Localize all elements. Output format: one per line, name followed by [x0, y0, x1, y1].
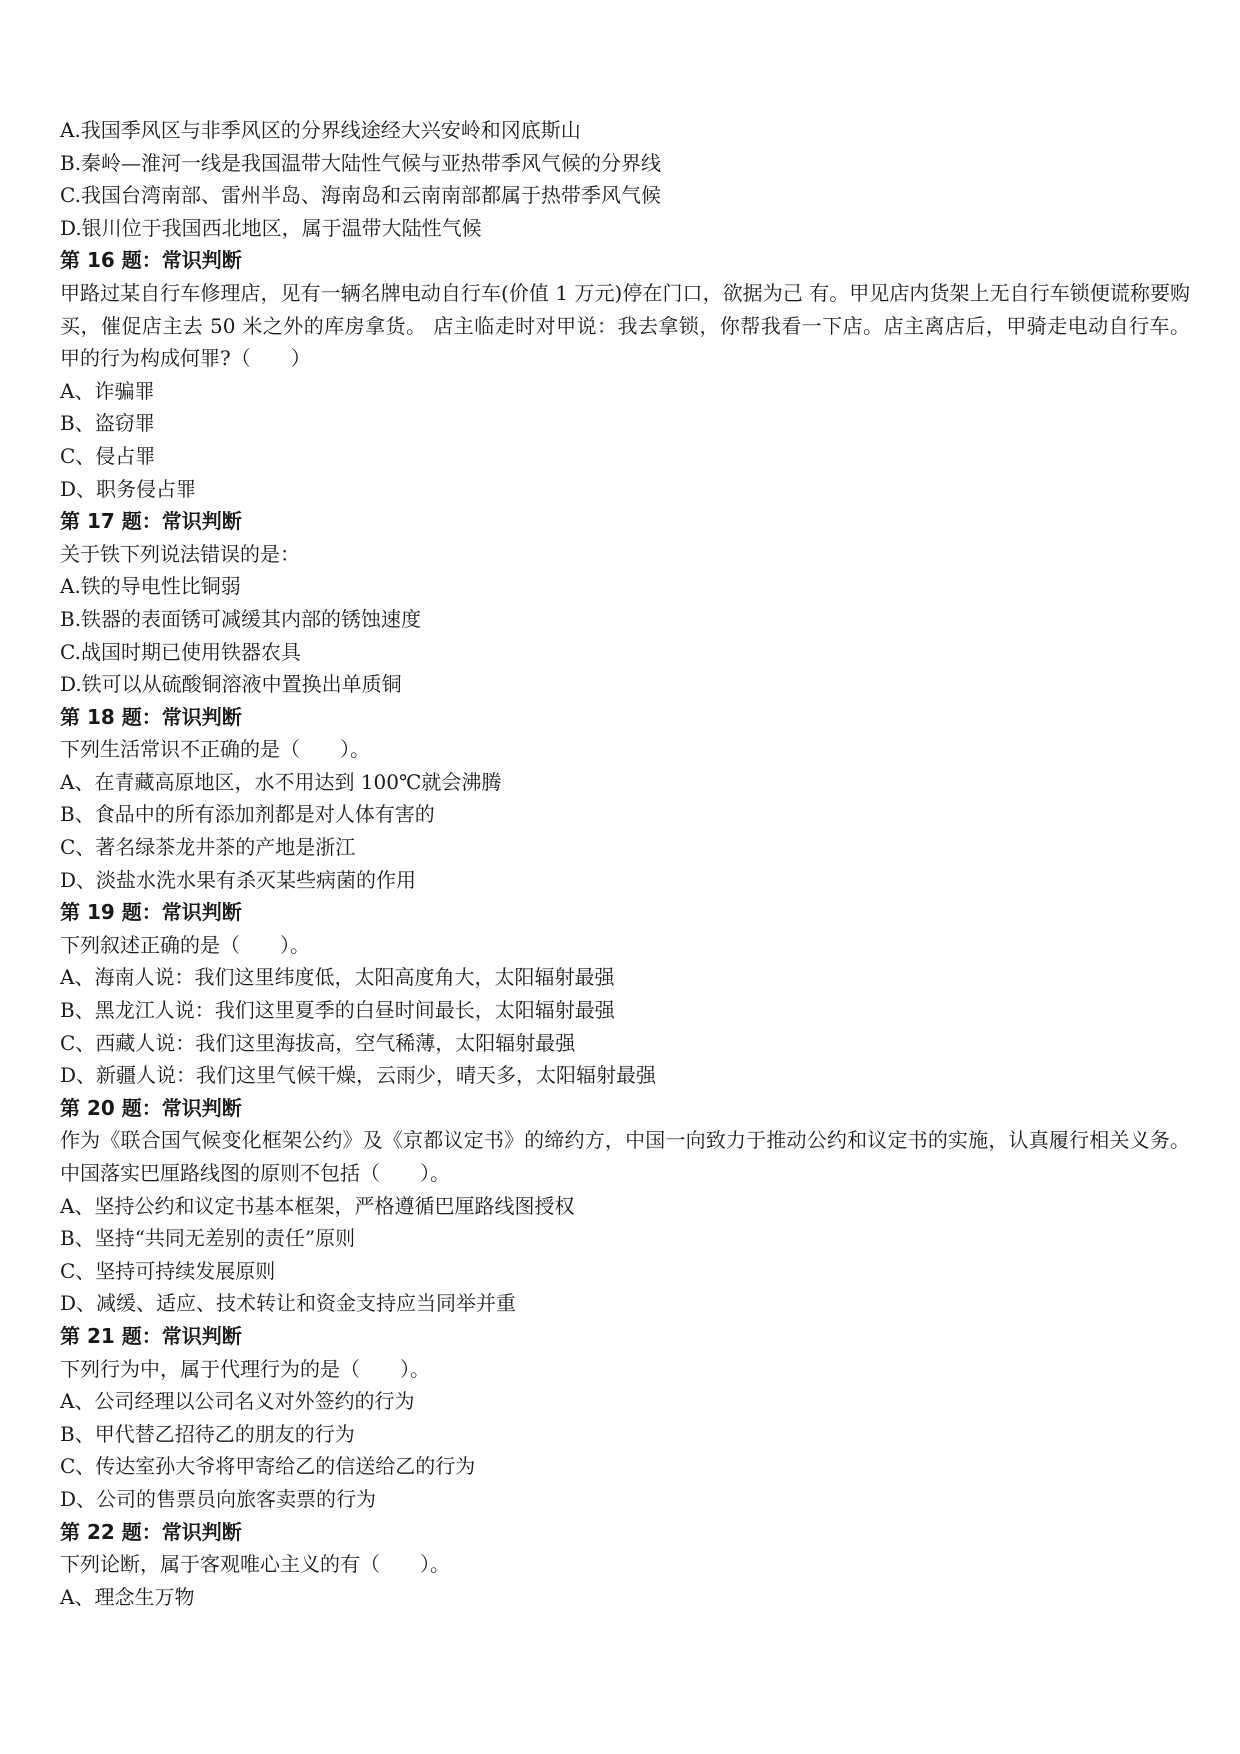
option-b: B、盗窃罪 [60, 411, 155, 436]
option-c: C.我国台湾南部、雷州半岛、海南岛和云南南部都属于热带季风气候 [60, 183, 661, 208]
question-22 [60, 1516, 1190, 1614]
question-stem: 下列论断，属于客观唯心主义的有（ ）。 [60, 1552, 450, 1577]
question-heading: 第 19 题：常识判断 [60, 900, 242, 925]
option-d: D、淡盐水洗水果有杀灭某些病菌的作用 [60, 867, 417, 892]
option-a: A.我国季风区与非季风区的分界线途经大兴安岭和冈底斯山 [60, 118, 581, 142]
option-d: D.银川位于我国西北地区，属于温带大陆性气候 [60, 215, 482, 240]
option-c: C、侵占罪 [60, 443, 156, 468]
question-heading: 第 20 题：常识判断 [60, 1095, 242, 1120]
option-b: B.秦岭—淮河一线是我国温带大陆性气候与亚热带季风气候的分界线 [60, 150, 662, 175]
option-c: C、著名绿茶龙井茶的产地是浙江 [60, 835, 356, 860]
question-18 [60, 701, 1190, 897]
option-a: A、坚持公约和议定书基本框架，严格遵循巴厘路线图授权 [60, 1193, 575, 1218]
question-stem: 甲路过某自行车修理店，见有一辆名牌电动自行车(价值 1 万元)停在门口，欲据为己 有。甲见店内货架上无自行车锁便谎称要购买，催促店主去 50 米之外的库房拿货。 店主临走时对甲说：我去拿锁，你帮我看一下店。店主离店后，甲骑走电动自行车。 甲的行为构成何罪?（ ） [60, 280, 1190, 371]
question-heading: 第 18 题：常识判断 [60, 704, 242, 729]
question-heading: 第 22 题：常识判断 [60, 1519, 242, 1544]
question-stem: 关于铁下列说法错误的是： [60, 541, 300, 566]
option-b: B、食品中的所有添加剂都是对人体有害的 [60, 802, 435, 827]
question-heading: 第 17 题：常识判断 [60, 509, 242, 534]
option-a: A、理念生万物 [60, 1584, 195, 1609]
question-21 [60, 1320, 1190, 1516]
option-d: D、职务侵占罪 [60, 476, 197, 501]
option-c: C、坚持可持续发展原则 [60, 1258, 276, 1283]
question-17 [60, 505, 1190, 701]
question-19 [60, 896, 1190, 1092]
option-b: B、甲代替乙招待乙的朋友的行为 [60, 1421, 355, 1446]
option-a: A.铁的导电性比铜弱 [60, 574, 241, 599]
question-stem: 下列生活常识不正确的是（ ）。 [60, 737, 370, 762]
option-b: B.铁器的表面锈可减缓其内部的锈蚀速度 [60, 606, 422, 631]
option-d: D、公司的售票员向旅客卖票的行为 [60, 1486, 377, 1511]
question-stem: 下列叙述正确的是（ ）。 [60, 932, 310, 957]
option-a: A、海南人说：我们这里纬度低，太阳高度角大，太阳辐射最强 [60, 965, 615, 990]
question-20 [60, 1092, 1190, 1320]
option-a: A、在青藏高原地区，水不用达到 100℃就会沸腾 [60, 769, 502, 794]
exam-page [60, 114, 1190, 1613]
question-16 [60, 244, 1190, 505]
option-b: B、黑龙江人说：我们这里夏季的白昼时间最长，太阳辐射最强 [60, 998, 615, 1023]
question-heading: 第 21 题：常识判断 [60, 1323, 242, 1348]
question-heading: 第 16 题：常识判断 [60, 248, 242, 273]
question-stem: 作为《联合国气候变化框架公约》及《京都议定书》的缔约方，中国一向致力于推动公约和议定书的实施，认真履行相关义务。中国落实巴厘路线图的原则不包括（ ）。 [60, 1128, 1190, 1185]
option-c: C.战国时期已使用铁器农具 [60, 639, 301, 664]
question-15-options [60, 114, 1190, 244]
option-d: D、减缓、适应、技术转让和资金支持应当同举并重 [60, 1291, 517, 1316]
option-a: A、诈骗罪 [60, 378, 155, 403]
option-b: B、坚持“共同无差别的责任”原则 [60, 1226, 356, 1251]
option-d: D、新疆人说：我们这里气候干燥，云雨少，晴天多，太阳辐射最强 [60, 1063, 657, 1088]
option-c: C、传达室孙大爷将甲寄给乙的信送给乙的行为 [60, 1454, 476, 1479]
question-stem: 下列行为中，属于代理行为的是（ ）。 [60, 1356, 430, 1381]
option-d: D.铁可以从硫酸铜溶液中置换出单质铜 [60, 672, 402, 697]
option-c: C、西藏人说：我们这里海拔高，空气稀薄，太阳辐射最强 [60, 1030, 576, 1055]
option-a: A、公司经理以公司名义对外签约的行为 [60, 1389, 415, 1414]
